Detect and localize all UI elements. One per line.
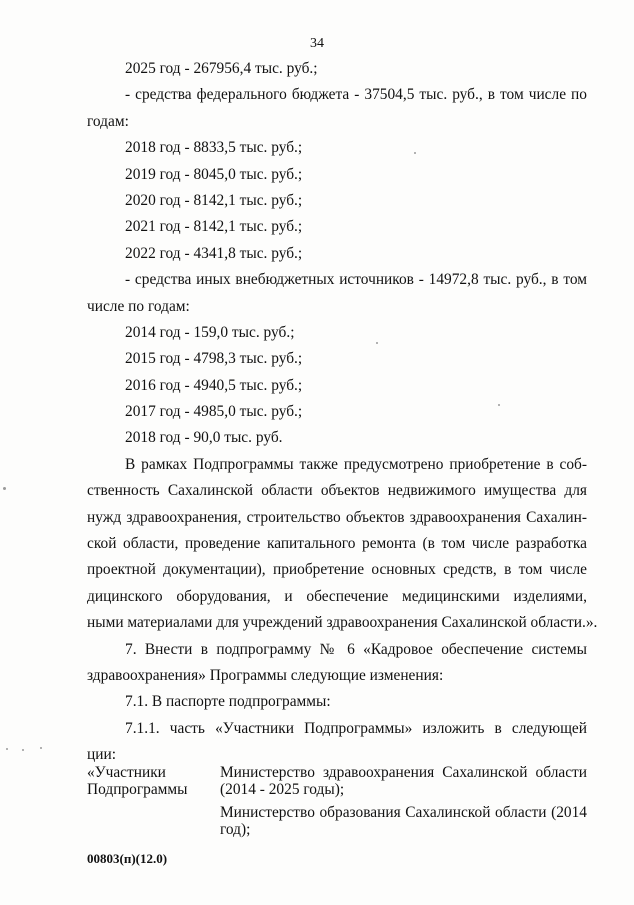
text-line: 2015 год - 4798,3 тыс. руб.; xyxy=(125,350,303,368)
text-line: годам: xyxy=(87,112,129,130)
document-body xyxy=(87,56,598,769)
text-line: дицинского оборудования, и обеспечение медицинскими изделиями, xyxy=(87,587,587,605)
text-line: 2014 год - 159,0 тыс. руб.; xyxy=(125,323,295,341)
text-line: 2021 год - 8142,1 тыс. руб.; xyxy=(125,218,303,236)
text-line: числе по годам: xyxy=(87,297,190,315)
text-line: 7. Внести в подпрограмму № 6 «Кадровое обеспечение системы xyxy=(125,640,587,658)
text-line: ственность Сахалинской области объектов недвижимого имущества для xyxy=(87,482,587,500)
scan-speck xyxy=(22,749,24,751)
text-line: 2025 год - 267956,4 тыс. руб.; xyxy=(125,60,318,77)
text-line: 7.1.1. часть «Участники Подпрограммы» изложить в следующей xyxy=(125,719,587,737)
participants-list xyxy=(220,764,587,844)
text-line: 2017 год - 4985,0 тыс. руб.; xyxy=(125,403,303,421)
text-line: 2019 год - 8045,0 тыс. руб.; xyxy=(125,165,303,183)
text-line: - средства иных внебюджетных источников - 14972,8 тыс. руб., в том xyxy=(125,271,587,289)
text-line: ской области, проведение капитального ремонта (в том числе разработка xyxy=(87,535,587,553)
scan-speck xyxy=(6,748,8,750)
text-line: 2018 год - 8833,5 тыс. руб.; xyxy=(125,139,303,157)
text-line: 2016 год - 4940,5 тыс. руб.; xyxy=(125,376,303,394)
text-line: ными материалами для учреждений здравоохранения Сахалинской области.». xyxy=(87,614,598,632)
text-line: ции: xyxy=(87,746,116,764)
scan-speck xyxy=(414,152,416,154)
text-line: 2018 год - 90,0 тыс. руб. xyxy=(125,429,283,447)
scan-speck xyxy=(498,404,500,406)
text-line: нужд здравоохранения, строительство объектов здравоохранения Сахалин- xyxy=(87,508,587,526)
scan-speck xyxy=(3,487,6,490)
page-number: 34 xyxy=(310,36,324,51)
participants-label: «Участники Подпрограммы xyxy=(87,764,188,798)
scan-speck xyxy=(376,342,378,344)
participant-entry: Министерство здравоохранения Сахалинской области (2014 - 2025 годы); xyxy=(220,764,587,798)
text-line: 2020 год - 8142,1 тыс. руб.; xyxy=(125,191,303,209)
scan-speck xyxy=(40,747,42,749)
text-line: - средства федерального бюджета - 37504,5 тыс. руб., в том числе по xyxy=(125,86,587,104)
text-line: проектной документации), приобретение основных средств, в том числе xyxy=(87,561,587,579)
text-line: здравоохранения» Программы следующие изменения: xyxy=(87,666,444,684)
document-code: 00803(п)(12.0) xyxy=(87,851,168,866)
participant-entry: Министерство образования Сахалинской области (2014 год); xyxy=(220,804,587,838)
text-line: В рамках Подпрограммы также предусмотрено приобретение в соб- xyxy=(125,455,587,473)
text-line: 2022 год - 4341,8 тыс. руб.; xyxy=(125,244,303,262)
text-line: 7.1. В паспорте подпрограммы: xyxy=(125,693,331,711)
